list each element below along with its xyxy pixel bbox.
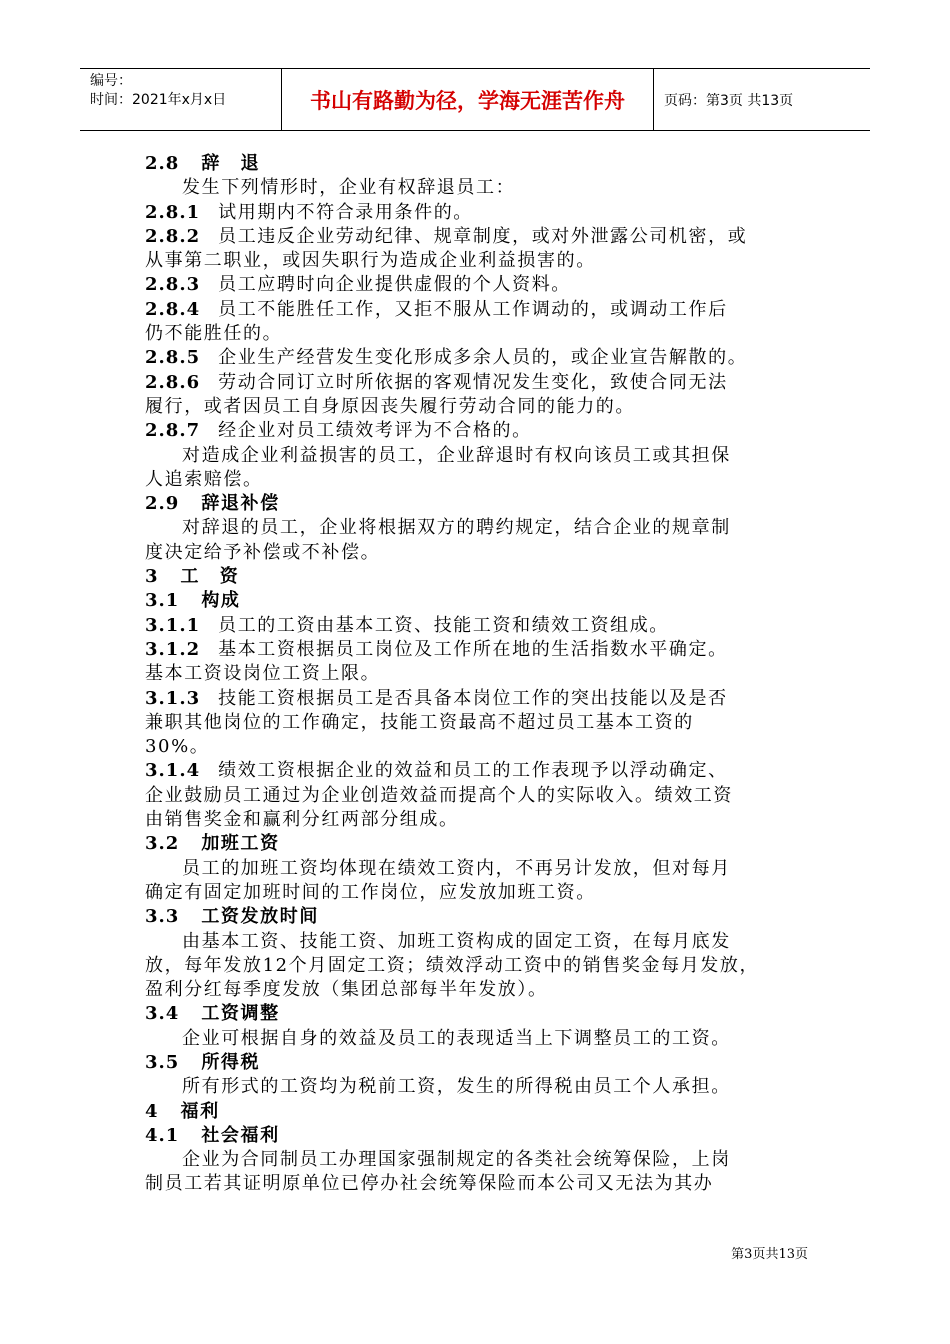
line-text: 对辞退的员工，企业将根据双方的聘约规定，结合企业的规章制 [182, 517, 731, 539]
section-number: 3.3 [145, 906, 180, 928]
page-header [80, 68, 870, 131]
section-number: 2.8.1 [145, 201, 201, 223]
line-text: 盈利分红每季度发放（集团总部每半年发放）。 [145, 979, 548, 1001]
line-text: 确定有固定加班时间的工作岗位，应发放加班工资。 [145, 881, 596, 903]
paragraph-line [145, 759, 810, 783]
paragraph-line [145, 687, 810, 711]
paragraph-line [145, 322, 810, 346]
line-text: 员工的工资由基本工资、技能工资和绩效工资组成。 [218, 614, 669, 636]
paragraph-line [145, 881, 810, 905]
paragraph-line [145, 273, 810, 297]
paragraph-line [145, 1148, 810, 1172]
paragraph-line [145, 1027, 810, 1051]
line-text: 由基本工资、技能工资、加班工资构成的固定工资，在每月底发 [182, 930, 731, 952]
line-text: 基本工资根据员工岗位及工作所在地的生活指数水平确定。 [218, 638, 728, 660]
line-text: 试用期内不符合录用条件的。 [218, 201, 473, 223]
paragraph-line [145, 444, 810, 468]
line-text: 经企业对员工绩效考评为不合格的。 [218, 420, 532, 442]
paragraph-line [145, 201, 810, 225]
section-number: 3.1.4 [145, 760, 201, 782]
section-heading [145, 589, 810, 613]
paragraph-line [145, 954, 810, 978]
line-text: 放，每年发放12个月固定工资；绩效浮动工资中的销售奖金每月发放， [145, 954, 760, 976]
section-number: 2.9 [145, 493, 180, 515]
paragraph-line [145, 541, 810, 565]
paragraph-line [145, 784, 810, 808]
line-text: 所有形式的工资均为税前工资，发生的所得税由员工个人承担。 [182, 1076, 731, 1098]
section-heading [145, 492, 810, 516]
line-text: 技能工资根据员工是否具备本岗位工作的突出技能以及是否 [218, 687, 728, 709]
line-text: 企业可根据自身的效益及员工的表现适当上下调整员工的工资。 [182, 1027, 731, 1049]
section-number: 2.8.6 [145, 371, 201, 393]
line-text: 绩效工资根据企业的效益和员工的工作表现予以浮动确定、 [218, 760, 728, 782]
document-body [145, 152, 810, 1197]
section-number: 2.8 [145, 153, 180, 174]
paragraph-line [145, 371, 810, 395]
section-number: 3.1.2 [145, 638, 201, 660]
section-heading [145, 832, 810, 856]
line-text: 社会福利 [201, 1124, 280, 1146]
line-text: 工 资 [180, 566, 240, 588]
line-text: 加班工资 [201, 833, 280, 855]
section-number: 2.8.5 [145, 347, 201, 369]
line-text: 人追索赔偿。 [145, 468, 263, 490]
paragraph-line [145, 978, 810, 1002]
page-footer: 第3页共13页 [731, 1247, 808, 1262]
section-number: 3.1 [145, 590, 180, 612]
section-number: 3.5 [145, 1051, 180, 1073]
section-number: 2.8.2 [145, 225, 201, 247]
section-heading [145, 905, 810, 929]
section-number: 4.1 [145, 1124, 180, 1146]
section-heading [145, 1100, 810, 1124]
line-text: 发生下列情形时，企业有权辞退员工： [182, 177, 516, 199]
paragraph-line [145, 808, 810, 832]
paragraph-line [145, 735, 810, 759]
paragraph-line [145, 1172, 810, 1196]
line-text: 企业为合同制员工办理国家强制规定的各类社会统筹保险，上岗 [182, 1149, 731, 1171]
line-text: 度决定给予补偿或不补偿。 [145, 541, 381, 563]
line-text: 所得税 [201, 1051, 261, 1073]
section-heading [145, 565, 810, 589]
document-number-label: 编号： [90, 73, 132, 89]
line-text: 福利 [180, 1100, 220, 1122]
paragraph-line [145, 419, 810, 443]
paragraph-line [145, 176, 810, 200]
line-text: 辞 退 [201, 153, 261, 174]
header-page-info: 页码：第3页 共13页 [664, 92, 794, 109]
line-text: 辞退补偿 [201, 493, 280, 515]
paragraph-line [145, 930, 810, 954]
paragraph-line [145, 662, 810, 686]
section-number: 2.8.3 [145, 274, 201, 296]
paragraph-line [145, 346, 810, 370]
section-heading [145, 1002, 810, 1026]
paragraph-line [145, 249, 810, 273]
paragraph-line [145, 1075, 810, 1099]
line-text: 员工的加班工资均体现在绩效工资内，不再另计发放，但对每月 [182, 857, 731, 879]
line-text: 履行，或者因员工自身原因丧失履行劳动合同的能力的。 [145, 395, 635, 417]
line-text: 工资调整 [201, 1003, 280, 1025]
paragraph-line [145, 395, 810, 419]
section-number: 3.2 [145, 833, 180, 855]
line-text: 企业生产经营发生变化形成多余人员的，或企业宣告解散的。 [218, 347, 748, 369]
line-text: 制员工若其证明原单位已停办社会统筹保险而本公司又无法为其办 [145, 1173, 714, 1195]
section-number: 3.4 [145, 1003, 180, 1025]
header-meta-cell [80, 69, 282, 130]
line-text: 仍不能胜任的。 [145, 323, 283, 345]
section-number: 2.8.7 [145, 420, 201, 442]
line-text: 兼职其他岗位的工作确定，技能工资最高不超过员工基本工资的 [145, 711, 694, 733]
paragraph-line [145, 225, 810, 249]
line-text: 基本工资设岗位工资上限。 [145, 663, 381, 685]
line-text: 企业鼓励员工通过为企业创造效益而提高个人的实际收入。绩效工资 [145, 784, 733, 806]
paragraph-line [145, 614, 810, 638]
section-number: 2.8.4 [145, 298, 201, 320]
line-text: 30%。 [145, 736, 210, 758]
section-heading [145, 152, 810, 176]
paragraph-line [145, 468, 810, 492]
section-heading [145, 1124, 810, 1148]
line-text: 员工违反企业劳动纪律、规章制度，或对外泄露公司机密，或 [218, 225, 748, 247]
line-text: 构成 [201, 590, 241, 612]
section-number: 3.1.3 [145, 687, 201, 709]
line-text: 员工不能胜任工作，又拒不服从工作调动的，或调动工作后 [218, 298, 728, 320]
line-text: 对造成企业利益损害的员工，企业辞退时有权向该员工或其担保 [182, 444, 731, 466]
paragraph-line [145, 298, 810, 322]
line-text: 员工应聘时向企业提供虚假的个人资料。 [218, 274, 571, 296]
section-heading [145, 1051, 810, 1075]
paragraph-line [145, 638, 810, 662]
paragraph-line [145, 516, 810, 540]
line-text: 从事第二职业，或因失职行为造成企业利益损害的。 [145, 250, 596, 272]
line-text: 由销售奖金和赢利分红两部分组成。 [145, 809, 459, 831]
section-number: 4 [145, 1100, 159, 1122]
section-number: 3.1.1 [145, 614, 201, 636]
header-motto: 书山有路勤为径，学海无涯苦作舟 [282, 69, 654, 130]
line-text: 劳动合同订立时所依据的客观情况发生变化，致使合同无法 [218, 371, 728, 393]
document-date: 时间：2021年x月x日 [90, 92, 227, 108]
section-number: 3 [145, 566, 159, 588]
line-text: 工资发放时间 [201, 906, 319, 928]
paragraph-line [145, 857, 810, 881]
paragraph-line [145, 711, 810, 735]
